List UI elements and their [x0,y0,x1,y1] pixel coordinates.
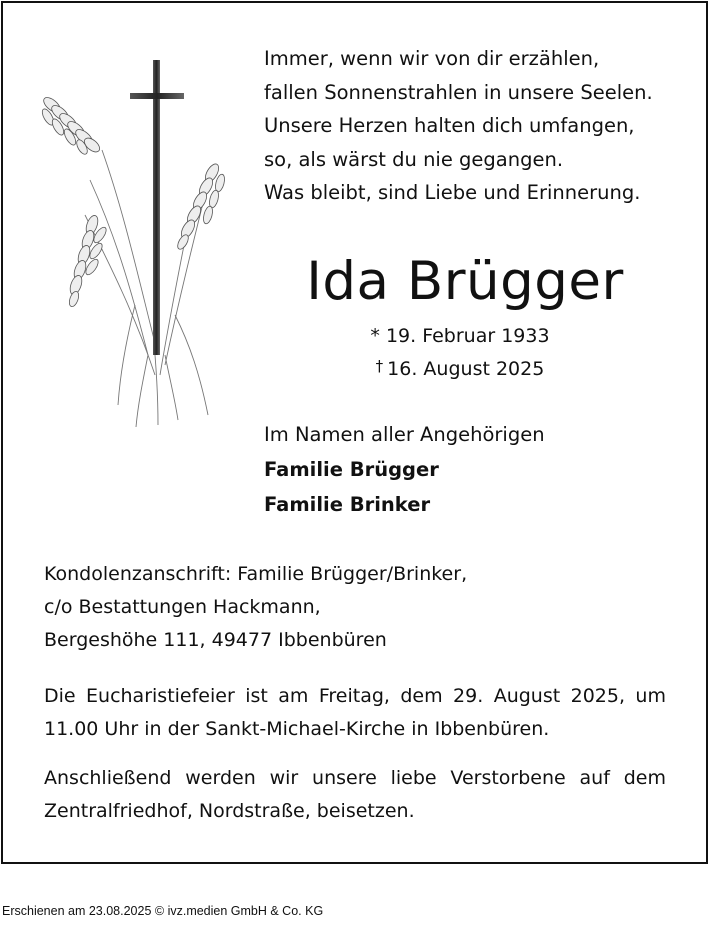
address-line: Kondolenzanschrift: Familie Brügger/Brinker, [44,563,468,585]
address-line: c/o Bestattungen Hackmann, [44,596,321,618]
birth-date: 19. Februar 1933 [385,325,550,347]
poem-line: Immer, wenn wir von dir erzählen, [264,47,600,70]
death-date: 16. August 2025 [387,358,545,380]
burial-notice: Anschließend werden wir unsere liebe Verstorbene auf dem Zentralfriedhof, Nordstraße, beisetzen. [44,767,666,822]
condolence-address [44,558,684,657]
death-date-row [280,353,640,387]
poem-line: Unsere Herzen halten dich umfangen, [264,114,635,137]
poem [264,42,694,210]
death-symbol: † [375,357,384,375]
eucharist-notice: Die Eucharistiefeier ist am Freitag, dem 29. August 2025, um 11.00 Uhr in der Sankt-Michael-Kirche in Ibbenbüren. [44,685,666,740]
life-dates [280,320,640,387]
cross-with-wheat-icon [30,55,230,435]
poem-line: so, als wärst du nie gegangen. [264,147,564,171]
signers [264,417,684,522]
birth-date-row [280,320,640,353]
family-name: Familie Brinker [264,493,431,516]
publication-footer: Erschienen am 23.08.2025 © ivz.medien GmbH & Co. KG [2,904,324,918]
poem-line: Was bleibt, sind Liebe und Erinnerung. [264,181,641,204]
deceased-name: Ida Brügger [306,251,624,312]
poem-line: fallen Sonnenstrahlen in unsere Seelen. [264,80,653,104]
birth-symbol: * [370,325,380,347]
address-line: Bergeshöhe 111, 49477 Ibbenbüren [44,629,387,651]
signers-intro: Im Namen aller Angehörigen [264,423,545,446]
family-name: Familie Brügger [264,458,439,481]
